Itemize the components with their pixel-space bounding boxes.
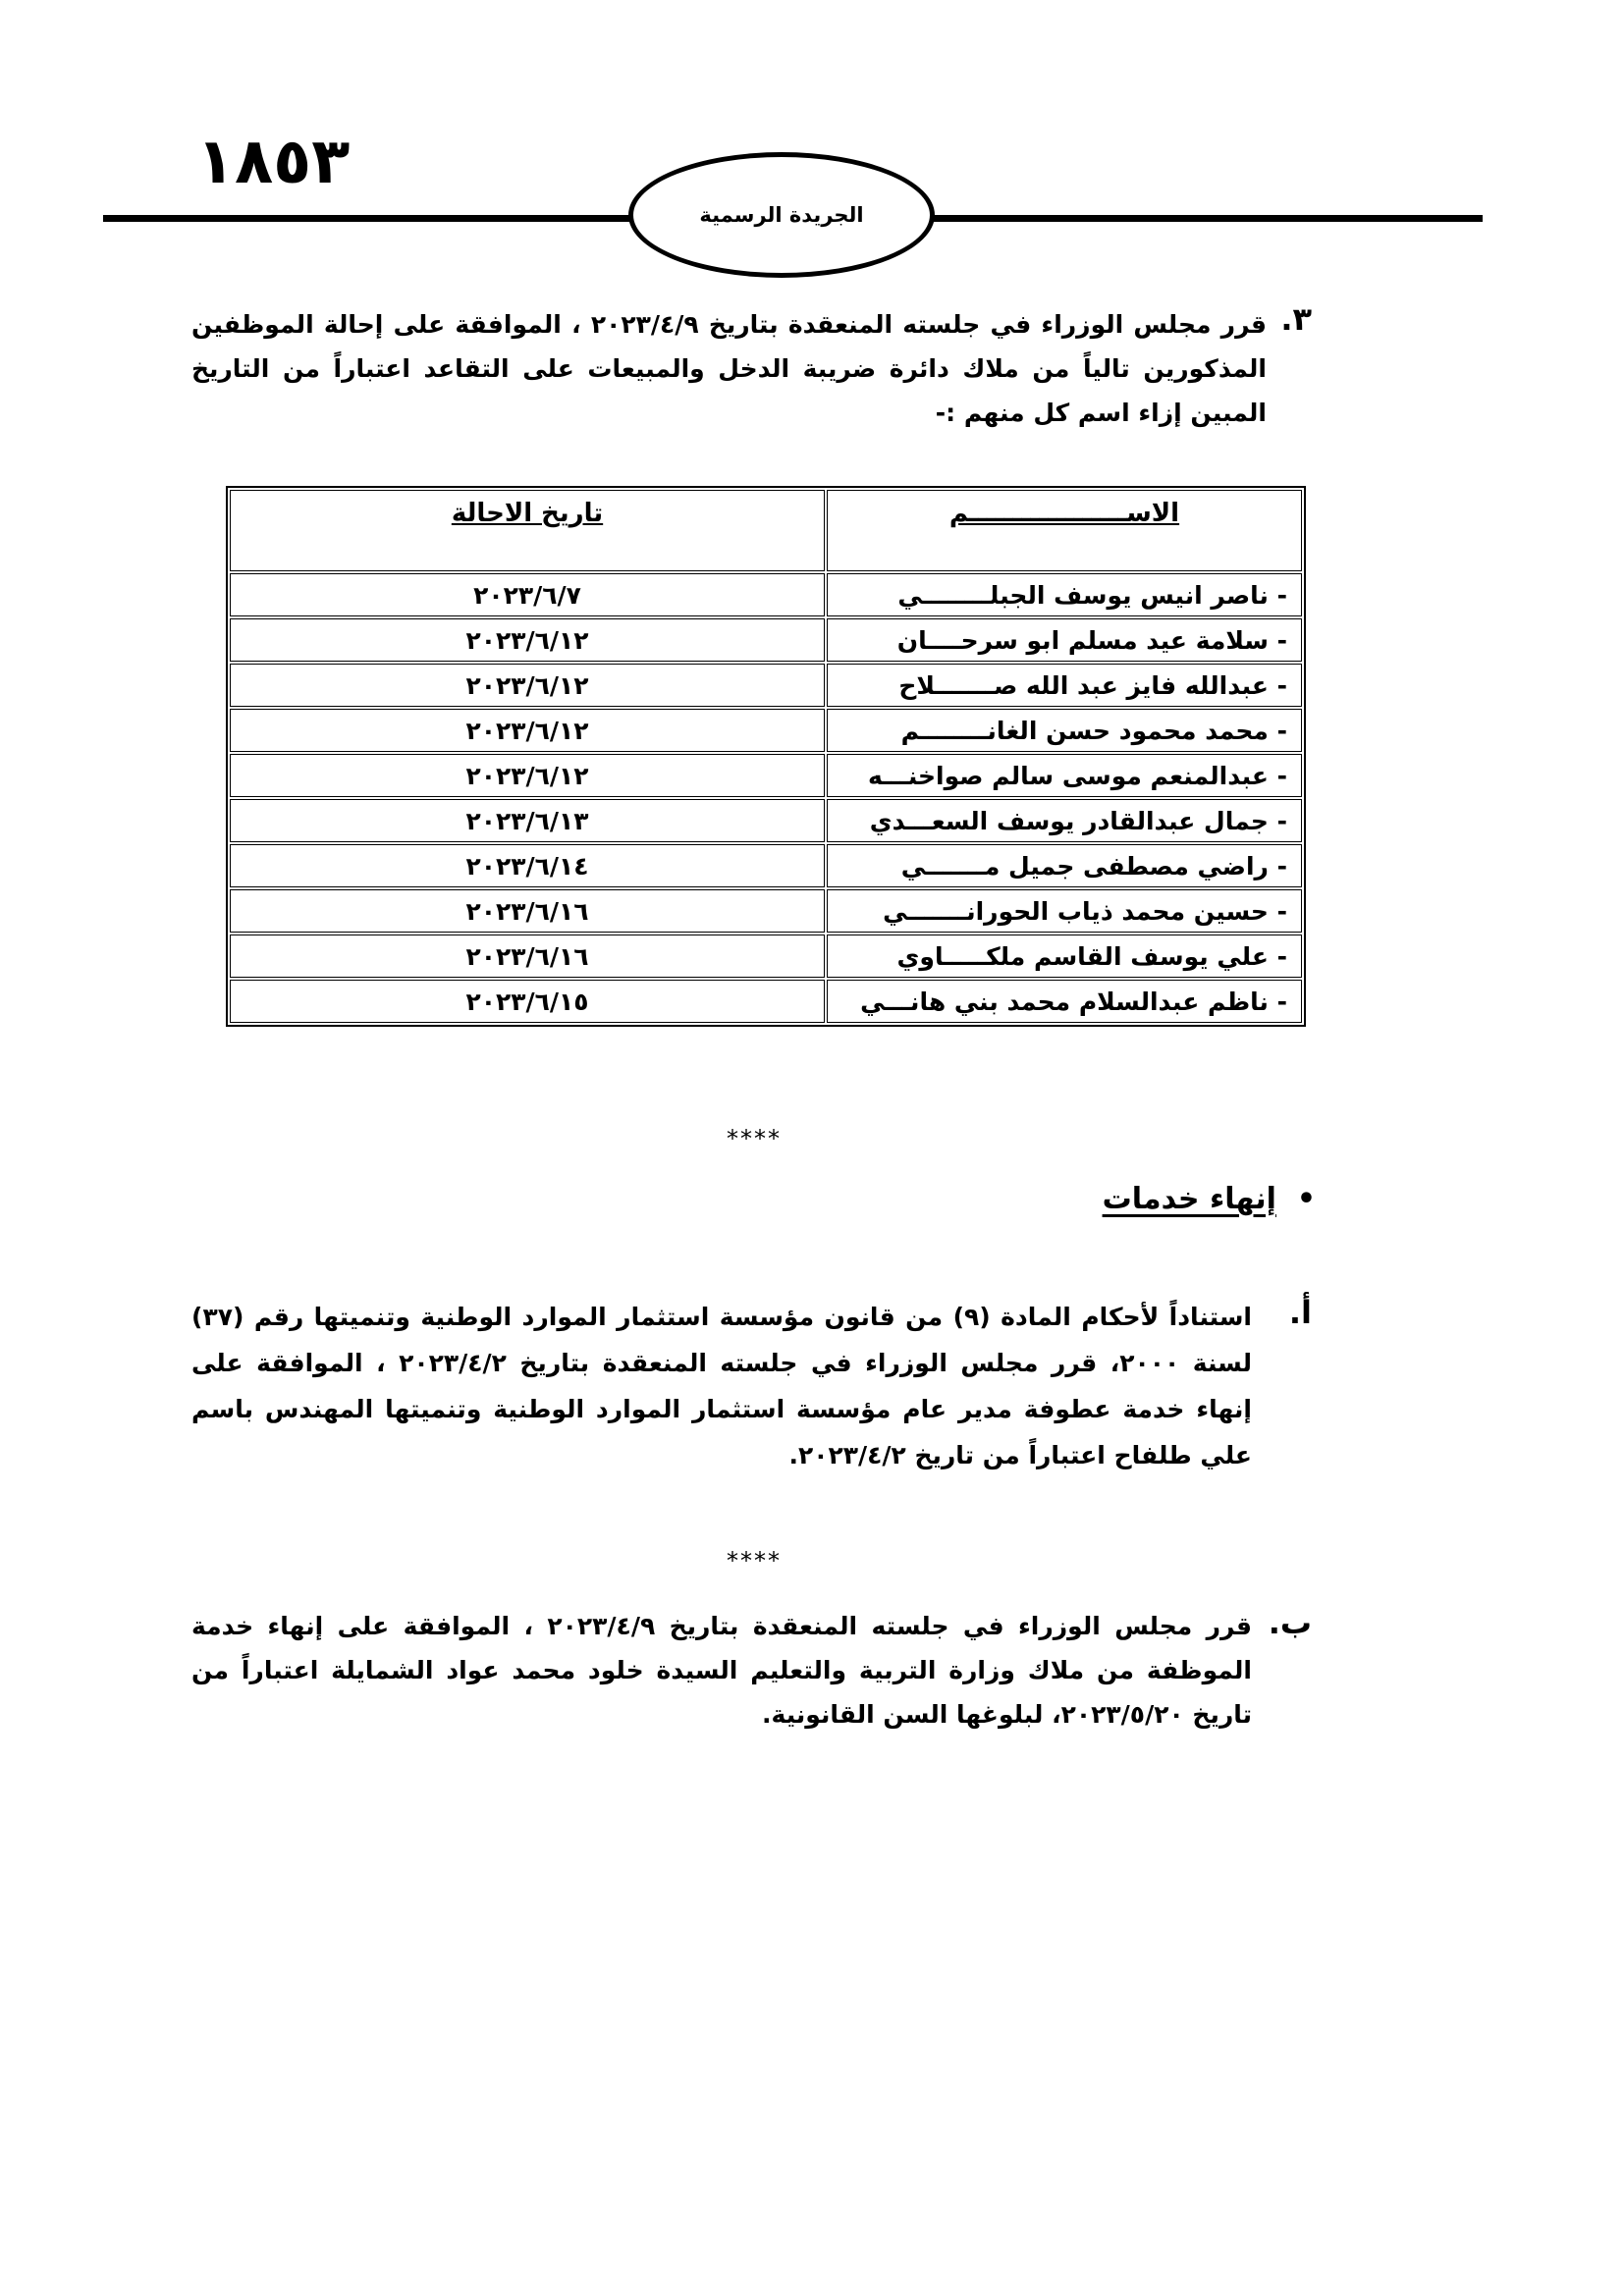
section-heading — [1103, 1182, 1316, 1216]
cell-name: - ناصر انيس يوسف الجبلــــــــي — [827, 573, 1302, 616]
table-row — [230, 980, 1302, 1023]
header-name: الاســــــــــــــــــم — [827, 490, 1302, 571]
gazette-title-ellipse — [628, 152, 935, 278]
bullet-icon: • — [1296, 1182, 1316, 1216]
item-b-text: قرر مجلس الوزراء في جلسته المنعقدة بتاريخ ٢٠٢٣/٤/٩ ، الموافقة على إنهاء خدمة الموظفة من ملاك وزارة التربية والتعليم السيدة خلود محمد عواد الشمايلة اعتباراً من تاريخ ٢٠٢٣/٥/٢٠، لبلوغها السن القانونية. — [191, 1612, 1252, 1729]
cell-name: - عبدالله فايز عبد الله صـــــــلاح — [827, 664, 1302, 707]
cell-date: ٢٠٢٣/٦/١٢ — [230, 618, 825, 662]
item-3-number: ٣. — [1280, 300, 1312, 338]
retirement-table — [226, 486, 1306, 1027]
section-title: إنهاء خدمات — [1102, 1182, 1276, 1216]
table-row — [230, 934, 1302, 978]
gazette-title: الجريدة الرسمية — [699, 203, 864, 227]
table-row — [230, 754, 1302, 797]
cell-name: - حسين محمد ذياب الحورانـــــــي — [827, 889, 1302, 933]
cell-date: ٢٠٢٣/٦/١٣ — [230, 799, 825, 842]
table-row — [230, 573, 1302, 616]
cell-date: ٢٠٢٣/٦/١٦ — [230, 889, 825, 933]
separator: **** — [727, 1125, 782, 1152]
cell-name: - راضي مصطفى جميل مـــــــي — [827, 844, 1302, 887]
cell-name: - جمال عبدالقادر يوسف السعـــدي — [827, 799, 1302, 842]
cell-date: ٢٠٢٣/٦/١٢ — [230, 709, 825, 752]
header-date: تاريخ الاحالة — [230, 490, 825, 571]
table-row — [230, 799, 1302, 842]
item-a-number: أ. — [1288, 1294, 1312, 1331]
page-number: ١٨٥٣ — [196, 126, 351, 198]
table-row — [230, 664, 1302, 707]
table-row — [230, 889, 1302, 933]
cell-date: ٢٠٢٣/٦/١٥ — [230, 980, 825, 1023]
table-row — [230, 844, 1302, 887]
table-row — [230, 618, 1302, 662]
separator: **** — [727, 1547, 782, 1575]
cell-name: - عبدالمنعم موسى سالم صواخنـــه — [827, 754, 1302, 797]
item-a-text: استناداً لأحكام المادة (٩) من قانون مؤسسة استثمار الموارد الوطنية وتنميتها رقم (٣٧) لسنة ٢٠٠٠، قرر مجلس الوزراء في جلسته المنعقدة بتاريخ ٢٠٢٣/٤/٢ ، الموافقة على إنهاء خدمة عطوفة مدير عام مؤسسة استثمار الموارد الوطنية وتنميتها المهندس باسم علي طلفاح اعتباراً من تاريخ ٢٠٢٣/٤/٢. — [191, 1303, 1253, 1469]
cell-date: ٢٠٢٣/٦/١٢ — [230, 664, 825, 707]
cell-name: - سلامة عيد مسلم ابو سرحــــان — [827, 618, 1302, 662]
item-3-text: قرر مجلس الوزراء في جلسته المنعقدة بتاريخ ٢٠٢٣/٤/٩ ، الموافقة على إحالة الموظفين المذكورين تالياً من ملاك دائرة ضريبة الدخل والمبيعات على التقاعد اعتباراً من التاريخ المبين إزاء اسم كل منهم :- — [191, 310, 1267, 427]
cell-name: - علي يوسف القاسم ملكـــــاوي — [827, 934, 1302, 978]
item-b-number: ب. — [1268, 1604, 1312, 1641]
cell-date: ٢٠٢٣/٦/٧ — [230, 573, 825, 616]
cell-date: ٢٠٢٣/٦/١٤ — [230, 844, 825, 887]
cell-date: ٢٠٢٣/٦/١٦ — [230, 934, 825, 978]
table-header-row — [230, 490, 1302, 571]
cell-name: - محمد محمود حسن الغانــــــــم — [827, 709, 1302, 752]
cell-date: ٢٠٢٣/٦/١٢ — [230, 754, 825, 797]
cell-name: - ناظم عبدالسلام محمد بني هانـــي — [827, 980, 1302, 1023]
table-row — [230, 709, 1302, 752]
